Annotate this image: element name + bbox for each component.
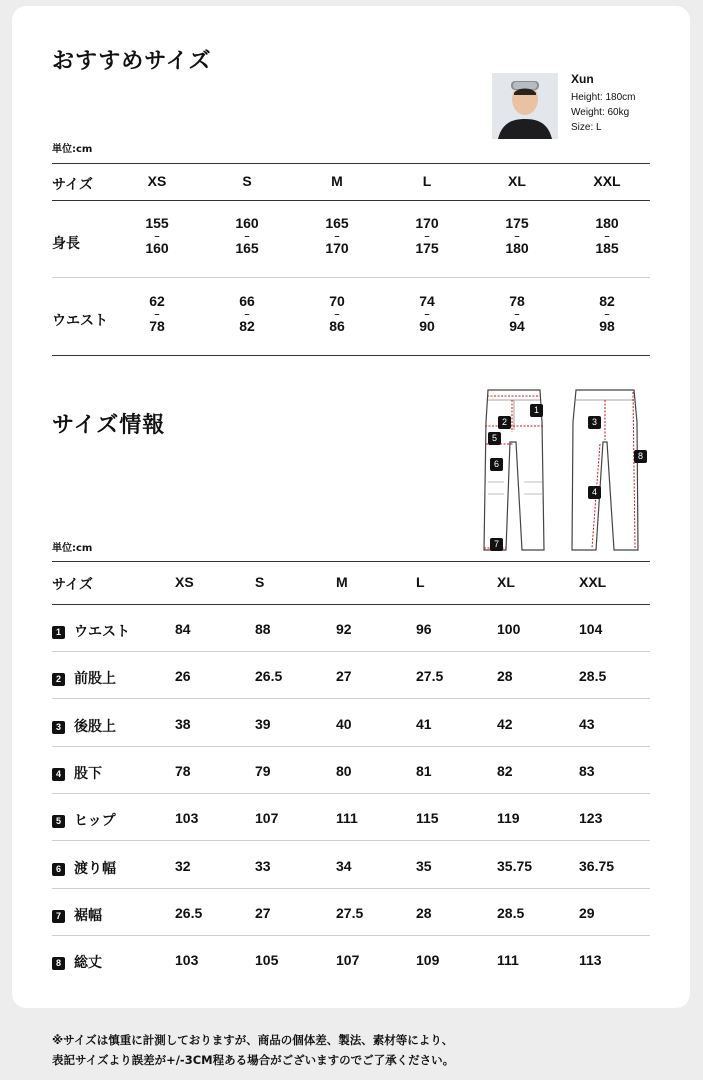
recommend-row-label: 身長	[52, 236, 80, 252]
size-column-header: XXL	[579, 574, 607, 590]
table-cell: 27.5	[336, 904, 364, 921]
diagram-marker: 8	[634, 450, 647, 463]
model-size: Size: L	[571, 122, 602, 133]
range-cell: 62 – 78	[149, 293, 165, 334]
range-cell: 155 – 160	[145, 215, 169, 256]
diagram-marker: 7	[490, 538, 503, 551]
model-name: Xun	[571, 72, 594, 86]
table-cell: 105	[255, 952, 279, 969]
info-row-label	[52, 763, 102, 783]
model-info	[571, 72, 635, 135]
range-cell: 165 – 170	[325, 215, 349, 256]
size-column-header: M	[336, 574, 348, 590]
info-row-label	[52, 858, 116, 878]
divider	[52, 200, 650, 201]
table-cell: 92	[336, 621, 352, 637]
divider	[52, 935, 650, 936]
info-row-label	[52, 716, 116, 736]
table-cell: 84	[175, 621, 191, 637]
size-column-header: M	[331, 173, 343, 189]
note-line: 表記サイズより誤差が+/-3CM程ある場合がございますのでご了承ください。	[52, 1053, 455, 1067]
disclaimer-note	[52, 1030, 454, 1070]
divider	[52, 698, 650, 699]
info-row-label	[52, 810, 116, 830]
table-cell: 115	[416, 810, 439, 827]
divider	[52, 651, 650, 652]
divider	[52, 561, 650, 562]
measure-label: 裾幅	[74, 907, 102, 924]
measure-label: 渡り幅	[74, 860, 116, 877]
table-cell: 35	[416, 857, 432, 874]
table-cell: 107	[336, 952, 360, 969]
diagram-marker: 1	[530, 404, 543, 417]
divider	[52, 840, 650, 841]
pants-diagram	[470, 382, 655, 561]
info-unit: 単位:cm	[52, 543, 93, 554]
table-cell: 27	[255, 904, 271, 921]
table-cell: 123	[579, 810, 603, 827]
table-cell: 33	[255, 857, 271, 874]
measure-number-badge: 6	[52, 863, 65, 876]
table-cell: 109	[416, 952, 440, 969]
info-row-label	[52, 952, 102, 972]
divider	[52, 277, 650, 278]
measure-number-badge: 7	[52, 910, 65, 923]
recommend-row-label: ウエスト	[52, 313, 108, 329]
table-cell: 113	[579, 952, 602, 969]
range-cell: 175 – 180	[505, 215, 529, 256]
measure-label: 後股上	[74, 718, 116, 735]
table-cell: 96	[416, 621, 432, 637]
diagram-marker: 3	[588, 416, 601, 429]
table-cell: 28	[416, 904, 432, 921]
recommend-header-label: サイズ	[52, 177, 93, 193]
table-cell: 41	[416, 715, 432, 732]
range-cell: 180 – 185	[595, 215, 619, 256]
table-cell: 100	[497, 621, 521, 637]
size-column-header: XL	[497, 574, 515, 590]
table-cell: 78	[175, 762, 191, 779]
recommend-unit: 単位:cm	[52, 144, 93, 155]
range-cell: 74 – 90	[419, 293, 435, 334]
size-column-header: L	[416, 574, 425, 590]
model-photo	[492, 73, 558, 139]
table-cell: 28.5	[497, 904, 525, 921]
table-cell: 104	[579, 621, 603, 637]
measure-label: ウエスト	[74, 624, 130, 640]
range-cell: 66 – 82	[239, 293, 255, 334]
table-cell: 28.5	[579, 668, 607, 685]
table-cell: 107	[255, 810, 279, 827]
table-cell: 39	[255, 715, 271, 732]
table-cell: 28	[497, 668, 513, 685]
range-cell: 78 – 94	[509, 293, 525, 334]
info-title: サイズ情報	[52, 413, 166, 438]
size-column-header: XL	[508, 173, 526, 189]
diagram-marker: 6	[490, 458, 503, 471]
size-column-header: XS	[147, 173, 167, 189]
size-column-header: S	[242, 173, 252, 189]
pants-back-icon	[572, 390, 638, 550]
table-cell: 43	[579, 715, 595, 732]
table-cell: 27.5	[416, 668, 444, 685]
info-row-label	[52, 621, 130, 641]
table-cell: 35.75	[497, 857, 533, 874]
measure-number-badge: 3	[52, 721, 65, 734]
table-cell: 26.5	[255, 668, 283, 685]
table-cell: 32	[175, 857, 191, 874]
divider	[52, 888, 650, 889]
table-cell: 88	[255, 621, 271, 637]
divider	[52, 746, 650, 747]
info-header-label: サイズ	[52, 577, 93, 593]
note-line: ※サイズは慎重に計測しておりますが、商品の個体差、製法、素材等により、	[52, 1033, 454, 1047]
table-cell: 80	[336, 762, 352, 779]
table-cell: 79	[255, 762, 271, 779]
size-column-header: L	[422, 173, 432, 189]
diagram-marker: 2	[498, 416, 511, 429]
table-cell: 36.75	[579, 857, 615, 874]
model-height: Height: 180cm	[571, 92, 636, 103]
size-column-header: XXL	[593, 173, 621, 189]
diagram-marker: 5	[488, 432, 501, 445]
measure-number-badge: 8	[52, 957, 65, 970]
measure-number-badge: 4	[52, 768, 65, 781]
divider	[52, 163, 650, 164]
table-cell: 26.5	[175, 904, 203, 921]
model-weight: Weight: 60kg	[571, 107, 630, 118]
measure-number-badge: 1	[52, 626, 65, 639]
table-cell: 83	[579, 762, 595, 779]
table-cell: 103	[175, 952, 199, 969]
measure-number-badge: 2	[52, 673, 65, 686]
divider	[52, 355, 650, 356]
table-cell: 40	[336, 715, 352, 732]
size-column-header: XS	[175, 574, 194, 590]
range-cell: 160 – 165	[235, 215, 259, 256]
measure-label: 総丈	[74, 955, 102, 972]
table-cell: 81	[416, 762, 432, 779]
measure-label: 股下	[74, 765, 102, 782]
size-column-header: S	[255, 574, 265, 590]
table-cell: 82	[497, 762, 513, 779]
table-cell: 38	[175, 715, 191, 732]
divider	[52, 604, 650, 605]
table-cell: 119	[497, 810, 520, 827]
table-cell: 26	[175, 668, 191, 685]
info-row-label	[52, 668, 116, 688]
diagram-marker: 4	[588, 486, 601, 499]
measure-label: ヒップ	[74, 813, 116, 830]
measure-label: 前股上	[74, 671, 116, 688]
table-cell: 34	[336, 857, 352, 874]
table-cell: 103	[175, 810, 199, 827]
table-cell: 111	[336, 810, 358, 827]
range-cell: 82 – 98	[599, 293, 615, 334]
table-cell: 42	[497, 715, 513, 732]
recommend-title: おすすめサイズ	[52, 49, 212, 74]
range-cell: 70 – 86	[329, 293, 345, 334]
table-cell: 27	[336, 668, 352, 685]
info-row-label	[52, 905, 102, 925]
range-cell: 170 – 175	[415, 215, 439, 256]
table-cell: 29	[579, 904, 595, 921]
divider	[52, 793, 650, 794]
measure-number-badge: 5	[52, 815, 65, 828]
table-cell: 111	[497, 952, 519, 969]
